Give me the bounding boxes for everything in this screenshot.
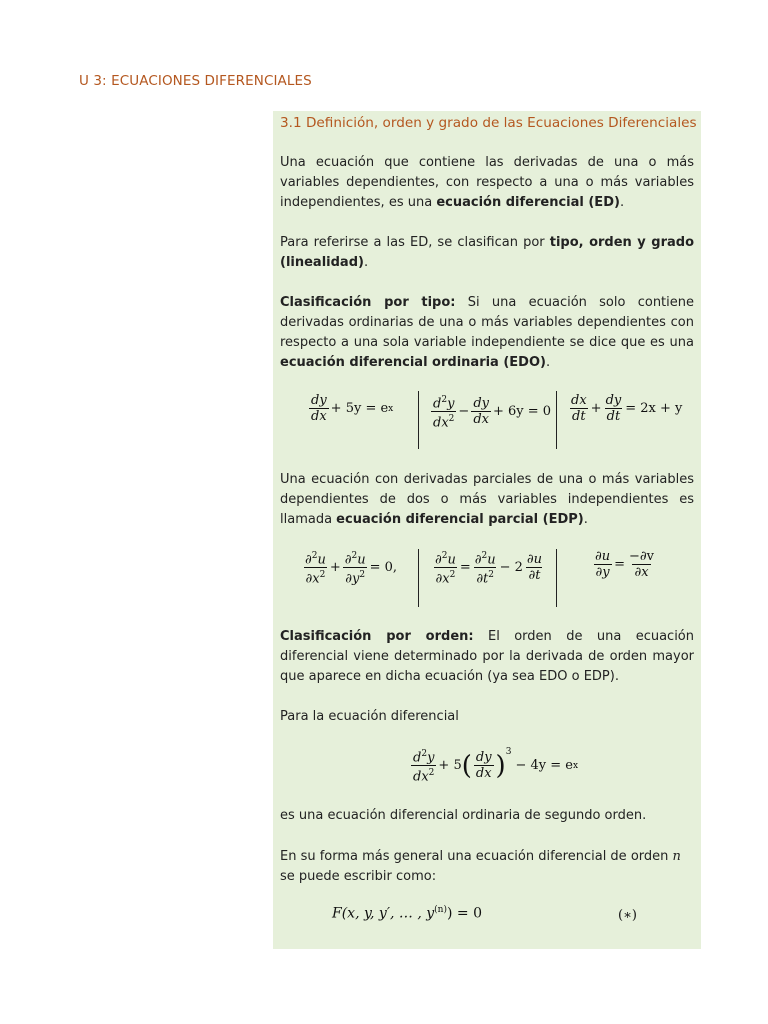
equation-separator xyxy=(418,391,419,449)
definition-paragraph: Una ecuación que contiene las derivadas de una o más variables dependientes, con respecto a una o más variables independientes, es una ecuación diferencial (ED). xyxy=(280,155,694,210)
equation-tag: (∗) xyxy=(618,908,637,923)
ode-example-1: $\frac{dy}{dx}$ + 5y = e x xyxy=(311,393,394,424)
pde-paragraph: Una ecuación con derivadas parciales de una o más variables dependientes de dos o más variables independientes es llamada ecuación diferencial parcial (EDP). xyxy=(280,472,694,527)
equation-separator xyxy=(418,549,419,607)
pde-example-3: $\frac{\partial u}{\partial y}$ = $\frac{-\partial v}{\partial x}$ xyxy=(595,549,654,580)
unit-heading: U 3: ECUACIONES DIFERENCIALES xyxy=(79,73,312,89)
equation-separator xyxy=(556,391,557,449)
ode-example-2: $\frac{d^2y}{dx^2}$ − $\frac{dy}{dx}$ + 6y = 0 xyxy=(433,395,552,431)
classification-paragraph: Para referirse a las ED, se clasifican por tipo, orden y grado (linealidad). xyxy=(280,235,694,270)
general-form-paragraph: En su forma más general una ecuación diferencial de orden n se puede escribir como: xyxy=(280,849,681,884)
section-title: 3.1 Definición, orden y grado de las Ecuaciones Diferenciales xyxy=(280,115,697,131)
order-classification-paragraph: Clasificación por orden: El orden de una ecuación diferencial viene determinado por la derivada de orden mayor que aparece en dicha ecuación (ya sea EDO o EDP). xyxy=(280,629,694,684)
equation-separator xyxy=(556,549,557,607)
content-panel xyxy=(273,111,701,949)
second-order-paragraph: es una ecuación diferencial ordinaria de segundo orden. xyxy=(280,808,647,823)
ode-example-3: $\frac{dx}{dt}$ + $\frac{dy}{dt}$ = 2x + y xyxy=(571,393,683,424)
type-classification-paragraph: Clasificación por tipo: Si una ecuación solo contiene derivadas ordinarias de una o más variables dependientes con respecto a una sola variable independiente se dice que es una ecuación diferencial ordinaria (EDO). xyxy=(280,295,694,370)
order-example-equation: $\frac{d^2y}{dx^2}$ + 5 ( $\frac{dy}{dx}$ ) $^3$ − 4y = e x xyxy=(413,747,579,785)
pde-example-2: $\frac{\partial^2u}{\partial x^2}$ = $\frac{\partial^2u}{\partial t^2}$ − 2 $\frac{\partial u}{\partial t}$ xyxy=(435,551,542,587)
general-form-equation: F(x, y, y′, … , $y^{(n)}) = 0$ xyxy=(332,905,482,922)
intro-equation-paragraph: Para la ecuación diferencial xyxy=(280,709,459,724)
pde-example-1: $\frac{\partial^2u}{\partial x^2}$ + $\frac{\partial^2u}{\partial y^2}$ = 0, xyxy=(305,551,398,587)
